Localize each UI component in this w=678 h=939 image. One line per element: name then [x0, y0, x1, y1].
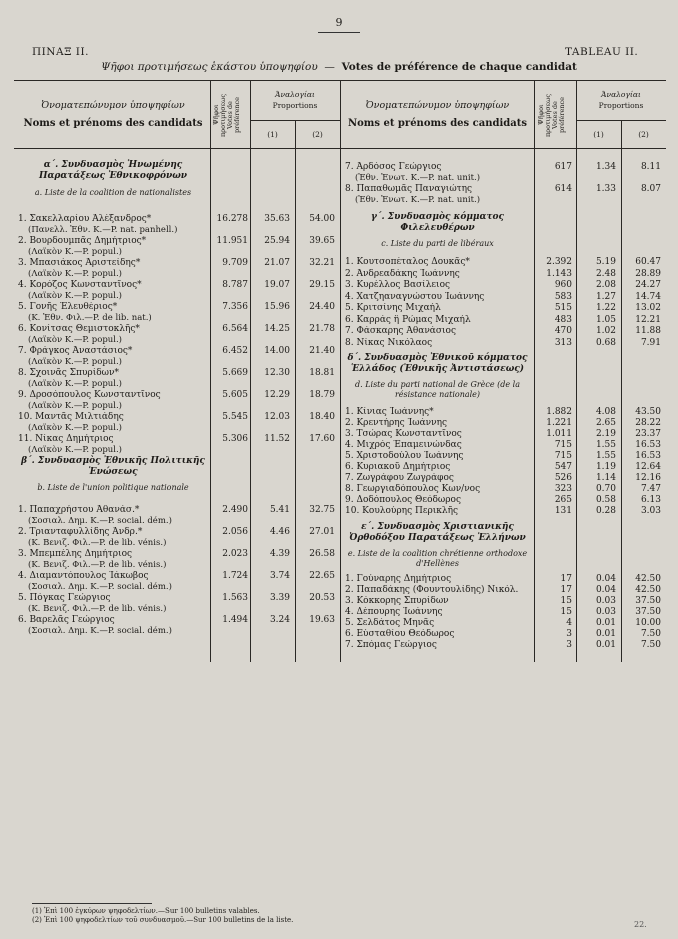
candidate-party: (Λαϊκὸν Κ.—P. popul.): [28, 379, 122, 389]
proportion-2: 26.58: [309, 549, 335, 559]
candidate-party: (Σοσιαλ. Δημ. Κ.—P. social. dém.): [28, 516, 172, 526]
proportion-1: 12.29: [264, 390, 290, 400]
candidate-name: 11. Νίκας Δημήτριος: [18, 434, 114, 444]
title-french: Votes de préférence de chaque candidat: [341, 61, 577, 73]
proportion-2: 29.15: [309, 280, 335, 290]
proportion-1: 0.03: [595, 607, 616, 617]
section-e-heading: ε΄. Συνδυασμὸς Χριστιανικῆς Ὀρθοδόξου Παρατάξεως Ἑλλήνων: [349, 522, 526, 543]
right-votes-fr: Votes de préférence: [551, 97, 566, 133]
votes-value: 16.278: [216, 214, 248, 224]
votes-value: 11.951: [216, 236, 248, 246]
votes-value: 2.490: [222, 505, 248, 515]
footnote-2: (2) Ἐπὶ 100 ψηφοδελτίων τοῦ συνδυασμοῦ.—Sur 100 bulletins de la liste.: [32, 916, 294, 924]
candidate-name: 7. Σπόμας Γεώργιος: [345, 640, 437, 650]
proportion-2: 37.50: [635, 607, 661, 617]
votes-value: 1.011: [546, 429, 572, 439]
candidate-name: 5. Πόγκας Γεώργιος: [18, 593, 111, 603]
votes-value: 5.669: [222, 368, 248, 378]
proportion-2: 37.50: [635, 596, 661, 606]
left-votes-gr: Ψῆφοι προτιμήσεως: [212, 93, 227, 137]
proportion-2: 43.50: [635, 407, 661, 417]
votes-value: 470: [554, 326, 572, 336]
footnote-rule: [32, 903, 152, 904]
proportion-2: 12.16: [635, 473, 661, 483]
proportion-1: 1.55: [595, 440, 616, 450]
votes-value: 7.356: [222, 302, 248, 312]
proportion-2: 20.53: [309, 593, 335, 603]
candidate-name: 8. Γεωργιαδόπουλος Κων/νος: [345, 484, 481, 494]
candidate-name: 5. Γονῆς Ἐλευθέριος*: [18, 302, 118, 312]
candidate-name: 6. Κονίτσας Θεμιστοκλῆς*: [18, 324, 140, 334]
proportion-1: 1.55: [595, 451, 616, 461]
candidate-name: 3. Μπεμπέλης Δημήτριος: [18, 549, 133, 559]
votes-value: 265: [554, 495, 572, 505]
proportion-1: 0.68: [595, 337, 616, 348]
proportion-1: 0.58: [595, 495, 616, 505]
votes-value: 5.545: [222, 412, 248, 422]
proportion-1: 25.94: [264, 236, 290, 246]
votes-value: 17: [560, 585, 572, 595]
candidate-party: (Λαϊκὸν Κ.—P. popul.): [28, 291, 122, 301]
proportion-1: 0.01: [595, 640, 616, 650]
proportion-2: 13.02: [635, 303, 661, 313]
votes-value: 483: [554, 314, 572, 325]
candidate-name: 10. Κουλούρης Περικλῆς: [345, 506, 459, 516]
candidate-name: 4. Χατζηαναγνώστου Ἰωάννης: [345, 291, 485, 302]
proportion-1: 4.39: [269, 549, 290, 559]
candidate-name: 2. Κρεντήρης Ἰωάννης: [345, 418, 448, 428]
right-names-header-gr: Ὀνοματεπώνυμον ὑποψηφίων: [365, 100, 510, 111]
title-separator: —: [324, 61, 335, 73]
candidate-name: 6. Καρράς ἢ Ρώμας Μιχαήλ: [345, 314, 471, 325]
proportion-1: 4.08: [595, 407, 616, 417]
candidate-name: 6. Κυριακοῦ Δημήτριος: [345, 462, 451, 472]
right-names-header-fr: Noms et prénoms des candidats: [347, 118, 528, 129]
proportion-1: 2.48: [595, 268, 616, 279]
proportion-2: 39.65: [309, 236, 335, 246]
proportion-1: 3.74: [269, 571, 290, 581]
left-p1: (1): [267, 130, 278, 139]
candidate-name: 3. Κόκκορης Σπυρίδων: [345, 596, 449, 606]
proportion-1: 0.01: [595, 618, 616, 628]
votes-value: 526: [554, 473, 572, 483]
candidate-name: 8. Νίκας Νικόλαος: [345, 337, 433, 348]
proportion-2: 7.47: [640, 484, 661, 494]
proportion-2: 8.07: [640, 184, 661, 194]
proportion-2: 21.78: [309, 324, 335, 334]
right-prop-gr: Ἀναλογίαι: [601, 90, 641, 99]
candidate-name: 7. Φράγκος Ἀναστάσιος*: [18, 346, 133, 356]
votes-value: 3: [566, 640, 572, 650]
proportion-1: 5.41: [269, 505, 290, 515]
proportion-1: 3.39: [269, 593, 290, 603]
proportion-1: 14.25: [264, 324, 290, 334]
proportion-2: 32.21: [309, 258, 335, 268]
candidate-name: 4. Διαμαντόπουλος Ἰάκωβος: [18, 571, 149, 581]
votes-value: 15: [560, 607, 572, 617]
candidate-name: 2. Τριανταφυλλίδης Ἀνδρ.*: [18, 527, 143, 537]
votes-value: 5.605: [222, 390, 248, 400]
proportion-1: 0.03: [595, 596, 616, 606]
candidate-party: (Πανελλ. Ἐθν. Κ.—P. nat. panhell.): [28, 225, 178, 235]
proportion-1: 19.07: [264, 280, 290, 290]
votes-value: 17: [560, 574, 572, 584]
right-prop-fr: Proportions: [598, 101, 644, 110]
proportion-2: 28.89: [635, 268, 661, 279]
candidate-name: 4. Δέπουρης Ἰωάννης: [345, 607, 443, 617]
proportion-1: 5.19: [595, 257, 616, 267]
left-names-header-fr: Noms et prénoms des candidats: [23, 118, 203, 129]
left-prop-gr: Ἀναλογίαι: [275, 90, 315, 99]
candidate-name: 1. Παπαχρήστου Ἀθανάσ.*: [18, 505, 140, 515]
candidate-name: 9. Δοδόπουλος Θεόδωρος: [345, 495, 461, 505]
proportion-2: 18.40: [309, 412, 335, 422]
corner-mark: 22.: [634, 920, 647, 929]
candidate-name: 7. Φάσκαρης Ἀθανάσιος: [345, 326, 457, 336]
section-b-list: b. Liste de l'union politique nationale: [37, 483, 189, 492]
proportion-2: 12.21: [635, 314, 661, 325]
right-col-rule-3: [621, 120, 622, 662]
right-prop-rule: [576, 120, 666, 121]
proportion-1: 0.70: [595, 484, 616, 494]
proportion-2: 17.60: [309, 434, 335, 444]
left-p2: (2): [312, 130, 323, 139]
section-c-list: c. Liste du parti de libéraux: [381, 239, 494, 248]
section-d-list: d. Liste du parti national de Grèce (de la résistance nationale): [354, 380, 520, 399]
votes-value: 715: [554, 451, 572, 461]
proportion-1: 12.03: [264, 412, 290, 422]
proportion-2: 21.40: [309, 346, 335, 356]
candidate-party: (Λαϊκὸν Κ.—P. popul.): [28, 269, 122, 279]
votes-value: 515: [554, 303, 572, 313]
proportion-2: 27.01: [309, 527, 335, 537]
proportion-2: 16.53: [635, 451, 661, 461]
proportion-2: 6.13: [640, 495, 661, 505]
section-c-heading: γ΄. Συνδυασμὸς κόμματος Φιλελευθέρων: [371, 212, 504, 233]
proportion-2: 19.63: [309, 615, 335, 625]
candidate-name: 1. Κουτσοπέταλος Δουκᾶς*: [345, 257, 470, 267]
proportion-1: 0.01: [595, 629, 616, 639]
votes-value: 313: [554, 337, 572, 348]
votes-value: 583: [554, 291, 572, 302]
proportion-1: 1.34: [595, 162, 616, 172]
right-p1: (1): [593, 130, 604, 139]
candidate-party: (Ἐθν. Ἑνωτ. Κ.—P. nat. unit.): [355, 195, 481, 205]
left-votes-header: [213, 84, 247, 146]
proportion-2: 18.79: [309, 390, 335, 400]
votes-value: 1.563: [222, 593, 248, 603]
proportion-1: 1.05: [595, 314, 616, 325]
candidate-name: 4. Κορόζος Κωνσταντῖνος*: [18, 280, 142, 290]
proportion-1: 2.08: [595, 280, 616, 290]
proportion-2: 10.00: [635, 618, 661, 628]
candidate-party: (Σοσιαλ. Δημ. Κ.—P. social. dém.): [28, 582, 172, 592]
candidate-name: 2. Βουρδουμπᾶς Δημήτριος*: [18, 236, 147, 246]
proportion-2: 24.40: [309, 302, 335, 312]
candidate-party: (Λαϊκὸν Κ.—P. popul.): [28, 247, 122, 257]
proportion-2: 14.74: [635, 291, 661, 302]
candidate-name: 5. Σελδάτος Μηνᾶς: [345, 618, 435, 628]
candidate-name: 6. Βαρελᾶς Γεώργιος: [18, 615, 115, 625]
candidate-party: (Ἐθν. Ἑνωτ. Κ.—P. nat. unit.): [355, 173, 481, 183]
title-greek: Ψῆφοι προτιμήσεως ἑκάστου ὑποψηφίου: [101, 61, 318, 73]
candidate-name: 3. Μπασιάκος Ἀριστείδης*: [18, 258, 141, 268]
votes-value: 1.724: [222, 571, 248, 581]
candidate-name: 1. Γούναρης Δημήτριος: [345, 574, 452, 584]
votes-value: 2.023: [222, 549, 248, 559]
proportion-1: 1.02: [595, 326, 616, 336]
proportion-1: 12.30: [264, 368, 290, 378]
proportion-2: 12.64: [635, 462, 661, 472]
header-left: ΠΙΝΑΞ II.: [32, 46, 89, 58]
proportion-1: 21.07: [264, 258, 290, 268]
footnote-1: (1) Ἐπὶ 100 ἐγκύρων ψηφοδελτίων.—Sur 100 bulletins valables.: [32, 907, 260, 915]
left-prop-fr: Proportions: [272, 101, 318, 110]
candidate-party: (Κ. Βενιζ. Φιλ.—P. de lib. vénis.): [28, 604, 167, 614]
proportion-2: 7.91: [640, 337, 661, 348]
candidate-name: 5. Κριτσίνης Μιχαήλ: [345, 303, 441, 313]
votes-value: 323: [554, 484, 572, 494]
section-a-heading: α΄. Συνδυασμὸς Ἡνωμένης Παρατάξεως Ἐθνικοφρόνων: [38, 160, 188, 181]
header-right: TABLEAU II.: [565, 46, 639, 58]
candidate-party: (Κ. Βενιζ. Φιλ.—P. de lib. vénis.): [28, 538, 167, 548]
proportion-1: 2.19: [595, 429, 616, 439]
votes-value: 3: [566, 629, 572, 639]
proportion-1: 2.65: [595, 418, 616, 428]
candidate-name: 2. Παπαδάκης (Φουντουλίδης) Νικόλ.: [345, 585, 519, 595]
proportion-2: 3.03: [640, 506, 661, 516]
proportion-2: 11.88: [635, 326, 661, 336]
proportion-1: 0.04: [595, 574, 616, 584]
proportion-2: 60.47: [635, 257, 661, 267]
proportion-2: 42.50: [635, 574, 661, 584]
candidate-name: 8. Σχοινᾶς Σπυρίδων*: [18, 368, 119, 378]
candidate-name: 4. Μιχρός Ἐπαμεινώνδας: [345, 440, 462, 450]
votes-value: 2.056: [222, 527, 248, 537]
proportion-2: 32.75: [309, 505, 335, 515]
proportion-2: 18.81: [309, 368, 335, 378]
votes-value: 547: [554, 462, 572, 472]
proportion-2: 28.22: [635, 418, 661, 428]
votes-value: 6.564: [222, 324, 248, 334]
candidate-party: (Λαϊκὸν Κ.—P. popul.): [28, 357, 122, 367]
candidate-name: 1. Σακελλαρίου Ἀλέξανδρος*: [18, 214, 152, 224]
proportion-2: 54.00: [309, 214, 335, 224]
proportion-2: 16.53: [635, 440, 661, 450]
candidate-name: 7. Ἀρδόσος Γεώργιος: [345, 162, 442, 172]
votes-value: 1.143: [546, 268, 572, 279]
section-e-list: e. Liste de la coalition chrétienne orthodoxe d'Hellènes: [347, 549, 528, 568]
left-names-header-gr: Ὀνοματεπώνυμον ὑποψηφίων: [41, 100, 185, 111]
votes-value: 960: [554, 280, 572, 290]
candidate-party: (Κ. Ἐθν. Φιλ.—P. de lib. nat.): [28, 313, 152, 323]
right-votes-header: [538, 84, 572, 146]
page-number: 9: [335, 16, 343, 29]
candidate-name: 6. Εὐσταθίου Θεόδωρος: [345, 629, 455, 639]
right-col-rule-2: [576, 80, 577, 662]
candidate-name: 5. Χριστοδούλου Ἰωάννης: [345, 451, 464, 461]
candidate-party: (Λαϊκὸν Κ.—P. popul.): [28, 445, 122, 455]
proportion-1: 1.27: [595, 291, 616, 302]
page-number-rule: [318, 32, 360, 33]
right-votes-gr: Ψῆφοι προτιμήσεως: [537, 93, 552, 137]
right-p2: (2): [638, 130, 649, 139]
proportion-2: 42.50: [635, 585, 661, 595]
votes-value: 131: [554, 506, 572, 516]
votes-value: 1.221: [546, 418, 572, 428]
candidate-name: 2. Ἀνδρεαδάκης Ἰωάννης: [345, 268, 460, 279]
proportion-1: 4.46: [269, 527, 290, 537]
candidate-name: 7. Ζωγράφου Ζωγράφος: [345, 473, 454, 483]
table-title: [0, 61, 678, 73]
proportion-2: 7.50: [640, 640, 661, 650]
votes-value: 2.392: [546, 257, 572, 267]
votes-value: 1.882: [546, 407, 572, 417]
proportion-1: 3.24: [269, 615, 290, 625]
proportion-2: 7.50: [640, 629, 661, 639]
votes-value: 614: [554, 184, 572, 194]
candidate-name: 3. Κυρέλλος Βασίλειος: [345, 280, 451, 290]
proportion-1: 1.33: [595, 184, 616, 194]
proportion-2: 22.65: [309, 571, 335, 581]
left-prop-rule: [250, 120, 340, 121]
center-divider: [340, 80, 341, 662]
proportion-1: 15.96: [264, 302, 290, 312]
candidate-name: 8. Παπαθωμᾶς Παναγιώτης: [345, 184, 473, 194]
votes-value: 8.787: [222, 280, 248, 290]
proportion-1: 0.28: [595, 506, 616, 516]
candidate-party: (Λαϊκὸν Κ.—P. popul.): [28, 423, 122, 433]
candidate-name: 10. Μαντᾶς Μιλτιάδης: [18, 412, 124, 422]
candidate-name: 1. Κίνιας Ἰωάννης*: [345, 407, 434, 417]
section-a-list: a. Liste de la coalition de nationalistes: [34, 188, 192, 197]
proportion-2: 8.11: [640, 162, 661, 172]
candidate-name: 9. Δροσόπουλος Κωνσταντῖνος: [18, 390, 161, 400]
votes-value: 715: [554, 440, 572, 450]
candidate-party: (Λαϊκὸν Κ.—P. popul.): [28, 401, 122, 411]
candidate-party: (Λαϊκὸν Κ.—P. popul.): [28, 335, 122, 345]
proportion-1: 11.52: [264, 434, 290, 444]
left-col-rule-2: [250, 80, 251, 662]
votes-value: 15: [560, 596, 572, 606]
candidate-name: 3. Τσώρας Κωνσταντῖνος: [345, 429, 462, 439]
votes-value: 4: [566, 618, 572, 628]
votes-value: 617: [554, 162, 572, 172]
votes-value: 5.306: [222, 434, 248, 444]
proportion-2: 23.37: [635, 429, 661, 439]
proportion-2: 24.27: [635, 280, 661, 290]
candidate-party: (Σοσιαλ. Δημ. Κ.—P. social. dém.): [28, 626, 172, 636]
proportion-1: 0.04: [595, 585, 616, 595]
votes-value: 1.494: [222, 615, 248, 625]
proportion-1: 14.00: [264, 346, 290, 356]
proportion-1: 1.22: [595, 303, 616, 313]
section-d-heading: δ΄. Συνδυασμὸς Ἐθνικοῦ κόμματος Ἑλλάδος (Ἐθνικῆς Ἀντιστάσεως): [347, 353, 528, 374]
proportion-1: 35.63: [264, 214, 290, 224]
left-col-rule-3: [295, 120, 296, 662]
candidate-party: (Κ. Βενιζ. Φιλ.—P. de lib. vénis.): [28, 560, 167, 570]
votes-value: 6.452: [222, 346, 248, 356]
left-votes-fr: Votes de préférence: [226, 97, 241, 133]
proportion-1: 1.19: [595, 462, 616, 472]
section-b-heading: β΄. Συνδυασμὸς Ἐθνικῆς Πολιτικῆς Ἑνώσεως: [21, 456, 205, 477]
proportion-1: 1.14: [595, 473, 616, 483]
votes-value: 9.709: [222, 258, 248, 268]
